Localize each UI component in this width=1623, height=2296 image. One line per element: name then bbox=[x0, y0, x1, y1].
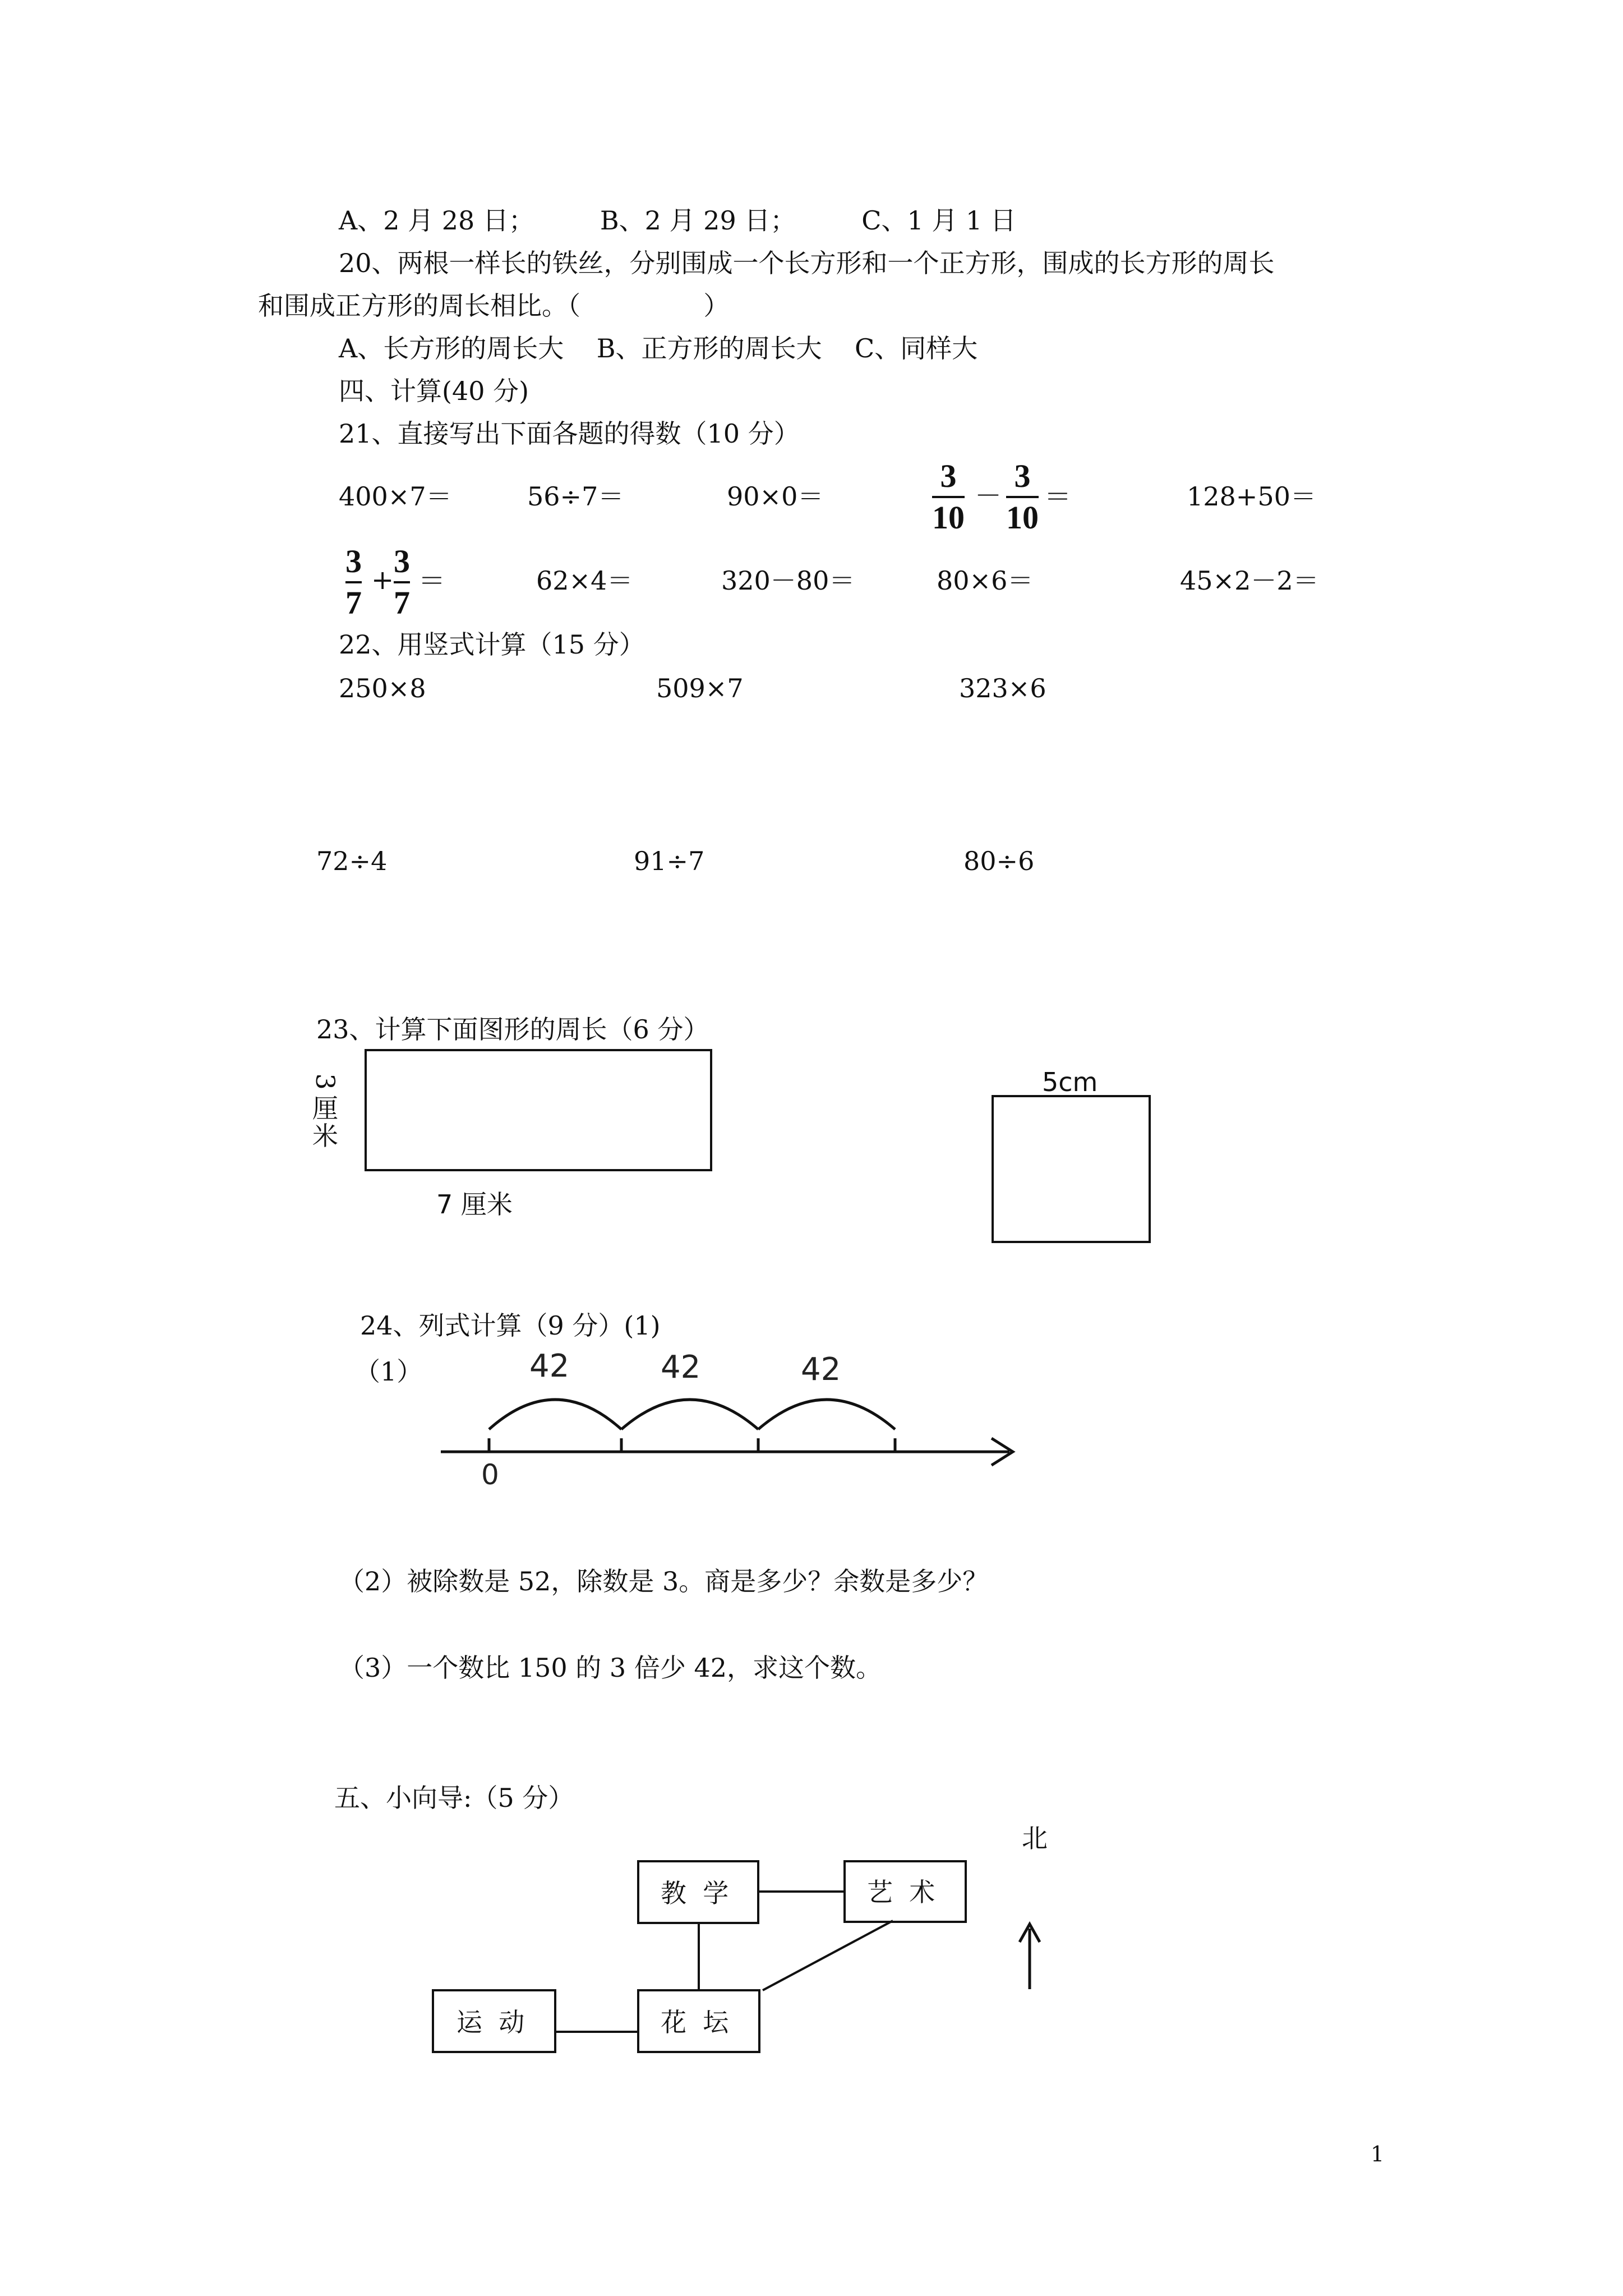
section-5-title: 五、小向导:（5 分） bbox=[334, 1783, 574, 1813]
square-side-label: 5cm bbox=[1042, 1067, 1098, 1097]
q21-item-7: 62×4＝ bbox=[536, 565, 633, 596]
q21-fraction-2-operator: + bbox=[371, 564, 394, 596]
page-number: 1 bbox=[1371, 2142, 1385, 2166]
jump-label-1: 42 bbox=[529, 1348, 570, 1384]
q21-item-10: 45×2－2＝ bbox=[1180, 565, 1319, 596]
q22-item-5: 91÷7 bbox=[634, 846, 705, 876]
q21-item-8: 320－80＝ bbox=[721, 565, 855, 596]
q21-title: 21、直接写出下面各题的得数（10 分） bbox=[339, 418, 800, 449]
q21-fraction-1b: 3 10 bbox=[1006, 458, 1039, 536]
q20-question-line2: 和围成正方形的周长相比。（ ） bbox=[258, 291, 730, 321]
q22-item-6: 80÷6 bbox=[963, 846, 1035, 876]
place-sports-label: 运 动 bbox=[457, 2007, 525, 2037]
north-label: 北 bbox=[1022, 1823, 1048, 1853]
q21-item-1: 400×7＝ bbox=[339, 481, 452, 512]
section-4-title: 四、计算(40 分) bbox=[339, 376, 529, 406]
q24-sub1-label: （1） bbox=[354, 1356, 423, 1387]
jump-label-3: 42 bbox=[801, 1351, 841, 1388]
q22-item-4: 72÷4 bbox=[316, 846, 388, 876]
q20-options: A、长方形的周长大 B、正方形的周长大 C、同样大 bbox=[339, 333, 978, 364]
q21-fraction-1-operator: － bbox=[975, 480, 1002, 512]
q21-fraction-2-equals: ＝ bbox=[418, 565, 446, 597]
place-sports bbox=[432, 1989, 556, 2053]
rectangle-height-label: 3 厘 米 bbox=[310, 1073, 341, 1151]
q23-title: 23、计算下面图形的周长（6 分） bbox=[316, 1014, 709, 1045]
jump-label-2: 42 bbox=[661, 1349, 701, 1386]
q21-item-9: 80×6＝ bbox=[937, 565, 1034, 596]
place-garden bbox=[637, 1989, 760, 2053]
q21-fraction-2a: 3 7 bbox=[345, 543, 362, 621]
q19-options: A、2 月 28 日； B、2 月 29 日； C、1 月 1 日 bbox=[339, 205, 1016, 236]
q20-question-line1: 20、两根一样长的铁丝，分别围成一个长方形和一个正方形，围成的长方形的周长 bbox=[339, 248, 1275, 278]
q21-item-2: 56÷7＝ bbox=[527, 481, 624, 512]
place-teaching bbox=[637, 1860, 759, 1924]
place-garden-label: 花 坛 bbox=[661, 2007, 729, 2037]
number-line-zero: 0 bbox=[481, 1458, 499, 1491]
q21-fraction-1-equals: ＝ bbox=[1044, 481, 1072, 513]
q24-title: 24、列式计算（9 分）(1) bbox=[360, 1310, 661, 1341]
q22-item-2: 509×7 bbox=[656, 673, 744, 703]
q21-item-5: 128+50＝ bbox=[1187, 481, 1316, 512]
place-teaching-label: 教 学 bbox=[661, 1878, 729, 1908]
q22-item-1: 250×8 bbox=[339, 673, 426, 703]
place-art-label: 艺 术 bbox=[867, 1877, 935, 1907]
place-art bbox=[843, 1860, 967, 1923]
q24-sub3: （3）一个数比 150 的 3 倍少 42，求这个数。 bbox=[339, 1653, 882, 1683]
q21-item-3: 90×0＝ bbox=[727, 481, 824, 512]
q21-fraction-1a: 3 10 bbox=[932, 458, 965, 536]
q21-fraction-2b: 3 7 bbox=[394, 543, 410, 621]
q24-sub2: （2）被除数是 52，除数是 3。商是多少？余数是多少？ bbox=[339, 1566, 989, 1596]
rectangle-width-label: 7 厘米 bbox=[436, 1189, 513, 1220]
q22-item-3: 323×6 bbox=[959, 673, 1046, 703]
q22-title: 22、用竖式计算（15 分） bbox=[339, 629, 645, 660]
